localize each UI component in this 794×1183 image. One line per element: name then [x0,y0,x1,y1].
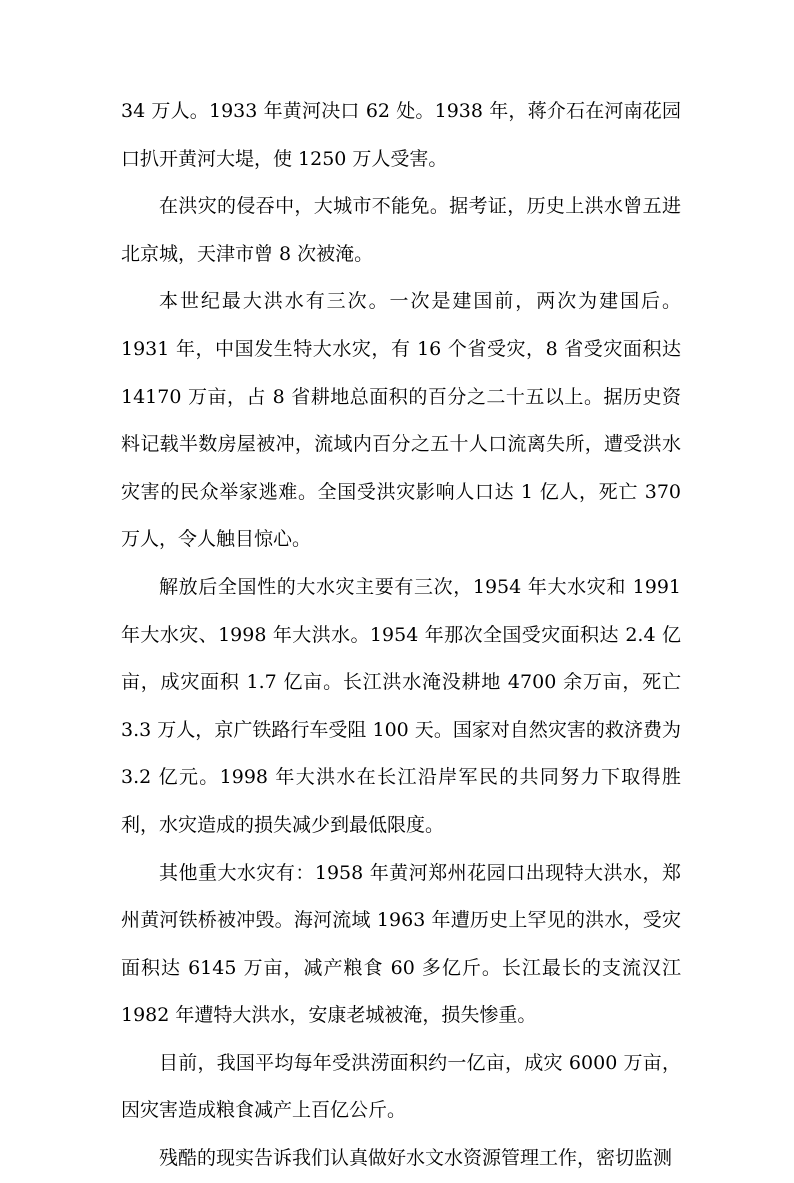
paragraph-conclusion: 残酷的现实告诉我们认真做好水文水资源管理工作，密切监测 [159,1147,673,1170]
paragraph-post-liberation-floods: 解放后全国性的大水灾主要有三次，1954 年大水灾和 1991 年大水灾、1998 年大洪水。1954 年那次全国受灾面积达 2.4 亿亩，成灾面积 1.7 亿亩。长江洪水淹没耕地 4700 余万亩，死亡 3.3 万人，京广铁路行车受阻 100 天。国家对自然灾害的救济费为 3.2 亿元。1998 年大洪水在长江沿岸军民的共同努力下取得胜利，水灾造成的损失减少到最低限度。 [121,575,681,836]
paragraph-annual-average: 目前，我国平均每年受洪涝面积约一亿亩，成灾 6000 万亩，因灾害造成粮食减产上百亿公斤。 [121,1051,681,1122]
paragraph-city-floods: 在洪灾的侵吞中，大城市不能免。据考证，历史上洪水曾五进北京城，天津市曾 8 次被淹。 [121,195,681,265]
paragraph-century-floods: 本世纪最大洪水有三次。一次是建国前，两次为建国后。1931 年，中国发生特大水灾，有 16 个省受灾，8 省受灾面积达 14170 万亩，占 8 省耕地总面积的百分之二十五以上。据历史资料记载半数房屋被冲，流域内百分之五十人口流离失所，遭受洪水灾害的民众举家逃难。全国受洪灾影响人口达 1 亿人，死亡 370 万人，令人触目惊心。 [121,290,681,551]
document-page [121,88,681,1183]
paragraph-other-major-floods: 其他重大水灾有：1958 年黄河郑州花园口出现特大洪水，郑州黄河铁桥被冲毁。海河流域 1963 年遭历史上罕见的洪水，受灾面积达 6145 万亩，减产粮食 60 多亿斤。长江最长的支流汉江 1982 年遭特大洪水，安康老城被淹，损失惨重。 [121,861,681,1027]
paragraph-continuation: 34 万人。1933 年黄河决口 62 处。1938 年，蒋介石在河南花园口扒开黄河大堤，使 1250 万人受害。 [121,100,681,170]
